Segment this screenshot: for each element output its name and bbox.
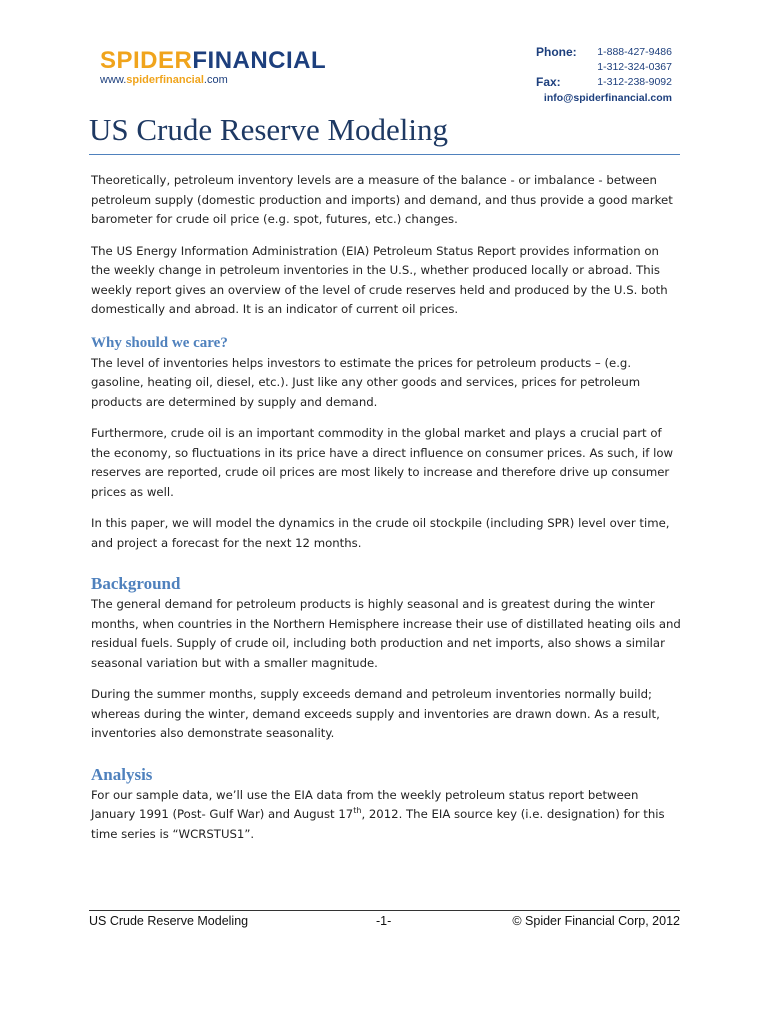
why-paragraph-1: The level of inventories helps investors to estimate the prices for petroleum products – (e.g. gasoline, heating oil, diesel, etc.). Just like any other goods and services, prices for petroleum products are determined by supply and demand. xyxy=(91,355,641,409)
logo-url-suffix: .com xyxy=(203,74,228,86)
contact-block xyxy=(536,45,672,106)
phone-1: 1-888-427-9486 xyxy=(597,46,672,58)
heading-background: Background xyxy=(91,574,181,593)
fax-label: Fax: xyxy=(536,75,561,89)
heading-why-care: Why should we care? xyxy=(91,334,228,351)
background-paragraph-1: The general demand for petroleum products is highly seasonal and is greatest during the winter months, when countries in the Northern Hemisphere increase their use of distillated heating oils and residual fuels. Supply of crude oil, including both production and net imports, also shows a similar seasonal variation but with a smaller magnitude. xyxy=(91,597,681,670)
page-title: US Crude Reserve Modeling xyxy=(89,112,449,147)
logo-url-brand: spiderfinancial xyxy=(126,74,204,86)
analysis-text-b: , 2012. The EIA source key (i.e. designation) for this time series is “WCRSTUS1”. xyxy=(91,807,665,841)
document-body xyxy=(91,171,681,856)
fax-number: 1-312-238-9092 xyxy=(597,76,672,88)
email-link[interactable]: info@spiderfinancial.com xyxy=(543,92,672,104)
why-paragraph-2: Furthermore, crude oil is an important commodity in the global market and plays a crucial part of the economy, so fluctuations in its price have a direct influence on consumer prices. As such, if low reserves are reported, crude oil prices are most likely to increase and therefore drive up consumer prices as well. xyxy=(91,426,674,499)
logo-wordmark xyxy=(100,48,326,74)
page-footer xyxy=(89,914,680,932)
page-number: -1- xyxy=(376,914,392,928)
heading-analysis: Analysis xyxy=(91,764,153,784)
logo-url xyxy=(100,74,326,86)
ordinal-suffix: th xyxy=(353,806,362,816)
logo-spider: SPIDER xyxy=(100,47,193,74)
company-logo xyxy=(100,48,326,86)
logo-url-prefix: www. xyxy=(100,74,127,86)
background-paragraph-2: During the summer months, supply exceeds demand and petroleum inventories normally build; whereas during the winter, demand exceeds supply and inventories are drawn down. As a result, inventories also demonstrate seasonality. xyxy=(91,687,660,740)
phone-2: 1-312-324-0367 xyxy=(597,61,672,73)
title-divider xyxy=(89,154,680,155)
phone-label: Phone: xyxy=(536,45,577,59)
analysis-text-a: For our sample data, we’ll use the EIA data from the weekly petroleum status report between January 1991 (Post- Gulf War) and August 17 xyxy=(91,787,639,821)
footer-title: US Crude Reserve Modeling xyxy=(89,914,249,928)
intro-paragraph-2: The US Energy Information Administration (EIA) Petroleum Status Report provides information on the weekly change in petroleum inventories in the U.S., whether produced locally or abroad. This weekly report gives an overview of the level of crude reserves held and produced by the U.S. both domestically and abroad. It is an indicator of current oil prices. xyxy=(91,243,668,316)
intro-paragraph-1: Theoretically, petroleum inventory levels are a measure of the balance - or imbalance - between petroleum supply (domestic production and imports) and demand, and thus provide a good market barometer for crude oil price (e.g. spot, futures, etc.) changes. xyxy=(91,173,673,226)
logo-financial: FINANCIAL xyxy=(192,47,327,74)
footer-divider xyxy=(89,910,680,911)
footer-copyright: © Spider Financial Corp, 2012 xyxy=(512,914,680,928)
why-paragraph-3: In this paper, we will model the dynamics in the crude oil stockpile (including SPR) level over time, and project a forecast for the next 12 months. xyxy=(91,516,670,550)
analysis-paragraph-1 xyxy=(91,786,681,845)
